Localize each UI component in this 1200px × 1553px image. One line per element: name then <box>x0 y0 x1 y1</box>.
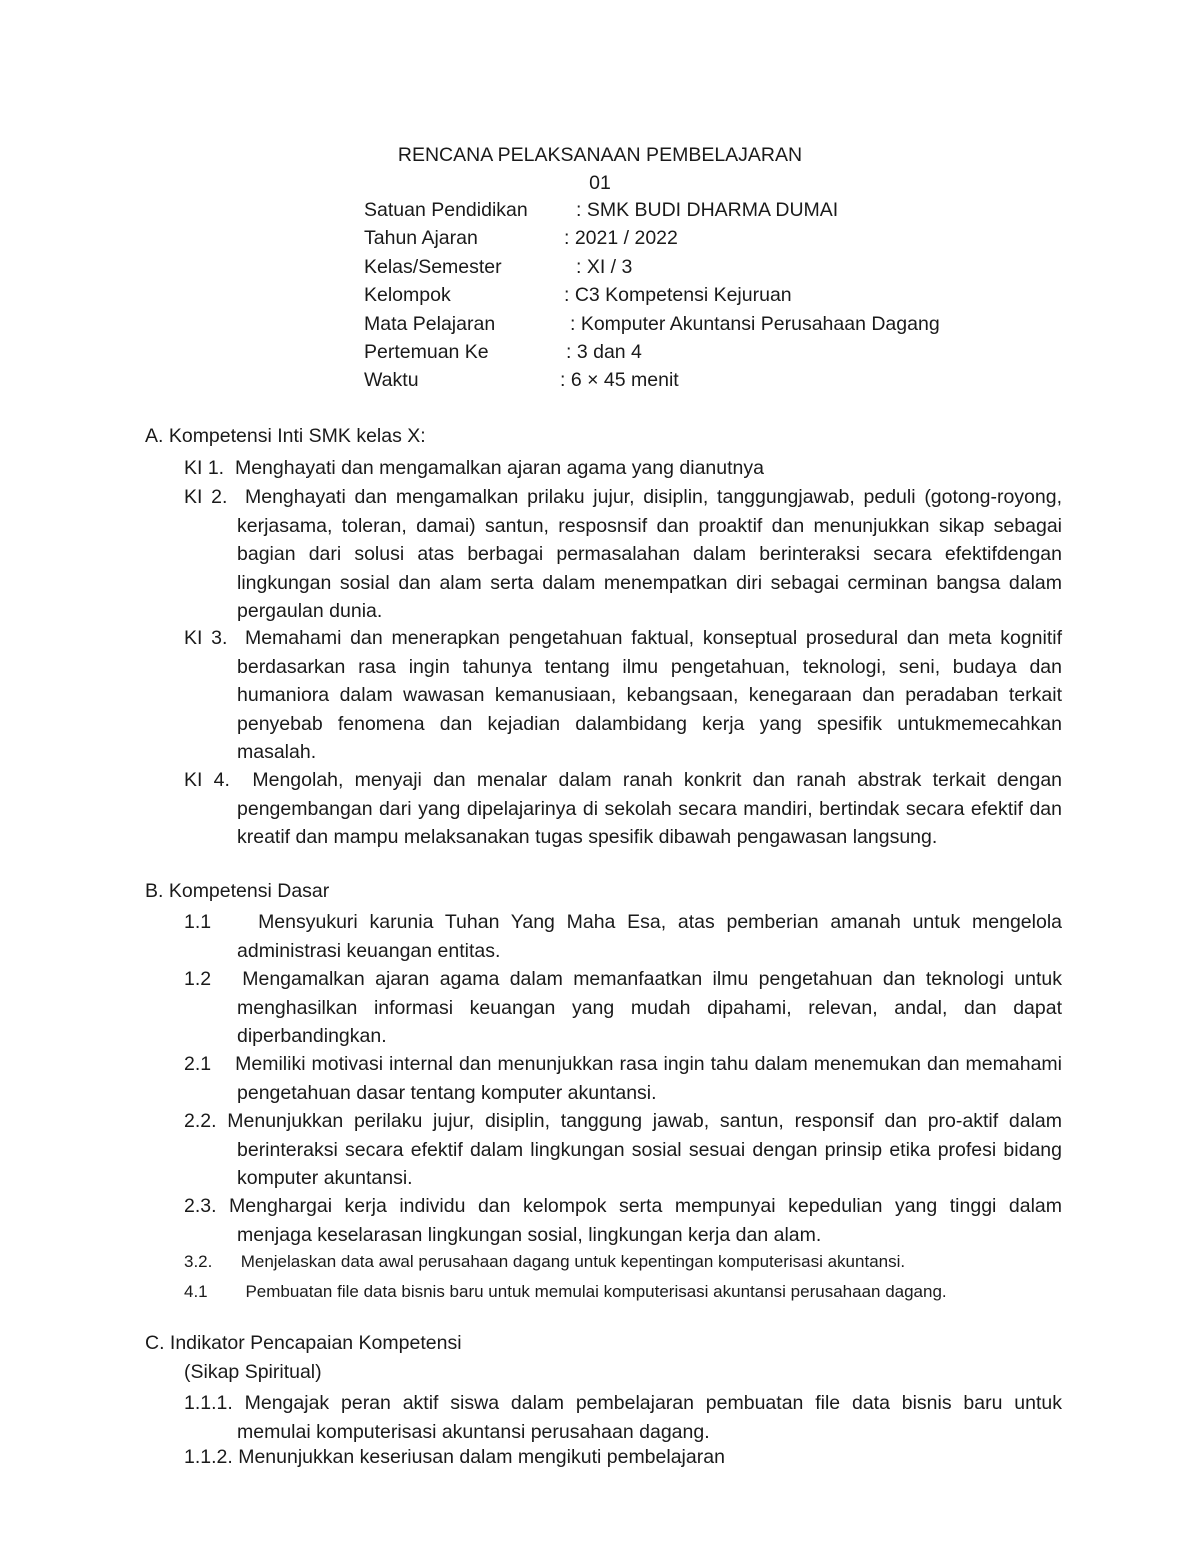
ki-item: KI 3. Memahami dan menerapkan pengetahuan faktual, konseptual prosedural dan meta kognitif berdasarkan rasa ingin tahunya tentang ilmu pengetahuan, teknologi, seni, budaya dan humaniora dalam wawasan kemanusiaan, kebangsaan, kenegaraan dan peradaban terkait penyebab fenomena dan kejadian dalambidang kerja yang spesifik untukmemecahkan masalah. <box>184 627 1062 763</box>
kd-item: 2.1 Memiliki motivasi internal dan menunjukkan rasa ingin tahu dalam menemukan dan memahami pengetahuan dasar tentang komputer akuntansi. <box>184 1053 1062 1104</box>
kd-item: 2.2. Menunjukkan perilaku jujur, disiplin, tanggung jawab, santun, responsif dan pro-aktif dalam berinteraksi secara efektif dalam lingkungan sosial sesuai dengan prinsip etika profesi bidang komputer akuntansi. <box>184 1110 1063 1189</box>
section-c-subheading: (Sikap Spiritual) <box>184 1361 322 1383</box>
section-c-heading: C. Indikator Pencapaian Kompetensi <box>145 1332 462 1354</box>
document-page: RENCANA PELAKSANAAN PEMBELAJARAN 01 Satuan Pendidikan : SMK BUDI DHARMA DUMAI Tahun Ajaran : 2021 / 2022 Kelas/Semester : XI / 3 Kelompok : C3 Kompetensi Kejuruan Mata Pelajaran : Komputer Akuntansi Perusahaan Dagang Pertemuan Ke : 3 dan 4 Waktu : 6 × 45 menit A. Kompetensi Inti SMK kelas X: KI 1. Menghayati dan mengamalkan ajaran agama yang dianutnya KI 2. Menghayati dan mengamalkan prilaku jujur, disiplin, tanggungjawab, peduli (gotong-royong, kerjasama, toleran, damai) santun, resposnsif dan proaktif dan menunjukkan sikap sebagai bagian dari solusi atas berbagai permasalahan dalam berinteraksi secara efektifdengan lingkungan sosial dan alam serta dalam menempatkan diri sebagai cerminan bangsa dalam pergaulan dunia. KI 3. Memahami dan menerapkan pengetahuan faktual, konseptual prosedural dan meta kognitif berdasarkan rasa ingin tahunya tentang ilmu pengetahuan, teknologi, seni, budaya dan humaniora dalam wawasan kemanusiaan, kebangsaan, kenegaraan dan peradaban terkait penyebab fenomena dan kejadian dalambidang kerja yang spesifik untukmemecahkan masalah. KI 4. Mengolah, menyaji dan menalar dalam ranah konkrit dan ranah abstrak terkait dengan pengembangan dari yang dipelajarinya di sekolah secara mandiri, bertindak secara efektif dan kreatif dan mampu melaksanakan tugas spesifik dibawah pengawasan langsung. B. Kompetensi Dasar 1.1 Mensyukuri karunia Tuhan Yang Maha Esa, atas pemberian amanah untuk mengelola administrasi keuangan entitas. 1.2 Mengamalkan ajaran agama dalam memanfaatkan ilmu pengetahuan dan teknologi untuk menghasilkan informasi keuangan yang mudah dipahami, relevan, andal, dan dapat diperbandingkan. 2.1 Memiliki motivasi internal dan menunjukkan rasa ingin tahu dalam menemukan dan memahami pengetahuan dasar tentang komputer akuntansi. 2.2. Menunjukkan perilaku jujur, disiplin, tanggung jawab, santun, responsif dan pro-aktif dalam berinteraksi secara efektif dalam lingkungan sosial sesuai dengan prinsip etika profesi bidang komputer akuntansi. 2.3. Menghargai kerja individu dan kelompok serta mempunyai kepedulian yang tinggi dalam menjaga keselarasan lingkungan sosial, lingkungan kerja dan alam. 3.2. Menjelaskan data awal perusahaan dagang untuk kepentingan komputerisasi akuntansi. 4.1 Pembuatan file data bisnis baru untuk memulai komputerisasi akuntansi perusahaan dagang. C. Indikator Pencapaian Kompetensi (Sikap Spiritual) 1.1.1. Mengajak peran aktif siswa dalam pembelajaran pembuatan file data bisnis baru untuk memulai komputerisasi akuntansi perusahaan dagang. 1.1.2. Menunjukkan keseriusan dalam mengikuti pembelajaran <box>0 0 1200 1553</box>
ki-item: KI 4. Mengolah, menyaji dan menalar dalam ranah konkrit dan ranah abstrak terkait dengan pengembangan dari yang dipelajarinya di sekolah secara mandiri, bertindak secara efektif dan kreatif dan mampu melaksanakan tugas spesifik dibawah pengawasan langsung. <box>184 769 1063 848</box>
section-a-heading: A. Kompetensi Inti SMK kelas X: <box>145 425 426 447</box>
kd-item: 3.2. Menjelaskan data awal perusahaan dagang untuk kepentingan komputerisasi akuntansi. <box>184 1252 906 1271</box>
kd-item: 4.1 Pembuatan file data bisnis baru untuk memulai komputerisasi akuntansi perusahaan dagang. <box>184 1282 947 1301</box>
document-number: 01 <box>589 172 611 194</box>
indicator-item: 1.1.2. Menunjukkan keseriusan dalam mengikuti pembelajaran <box>184 1446 725 1468</box>
indicator-item: 1.1.1. Mengajak peran aktif siswa dalam pembelajaran pembuatan file data bisnis baru untuk memulai komputerisasi akuntansi perusahaan dagang. <box>184 1392 1062 1443</box>
kd-item: 1.1 Mensyukuri karunia Tuhan Yang Maha Esa, atas pemberian amanah untuk mengelola administrasi keuangan entitas. <box>184 911 1062 962</box>
section-b-heading: B. Kompetensi Dasar <box>145 880 330 902</box>
kd-item: 2.3. Menghargai kerja individu dan kelompok serta mempunyai kepedulian yang tinggi dalam menjaga keselarasan lingkungan sosial, lingkungan kerja dan alam. <box>184 1195 1062 1246</box>
ki-item: KI 1. Menghayati dan mengamalkan ajaran agama yang dianutnya <box>184 457 764 479</box>
document-title: RENCANA PELAKSANAAN PEMBELAJARAN <box>397 144 803 166</box>
ki-item: KI 2. Menghayati dan mengamalkan prilaku jujur, disiplin, tanggungjawab, peduli (gotong-royong, kerjasama, toleran, damai) santun, resposnsif dan proaktif dan menunjukkan sikap sebagai bagian dari solusi atas berbagai permasalahan dalam berinteraksi secara efektifdengan lingkungan sosial dan alam serta dalam menempatkan diri sebagai cerminan bangsa dalam pergaulan dunia. <box>184 486 1062 622</box>
kd-item: 1.2 Mengamalkan ajaran agama dalam memanfaatkan ilmu pengetahuan dan teknologi untuk menghasilkan informasi keuangan yang mudah dipahami, relevan, andal, dan dapat diperbandingkan. <box>184 968 1062 1047</box>
